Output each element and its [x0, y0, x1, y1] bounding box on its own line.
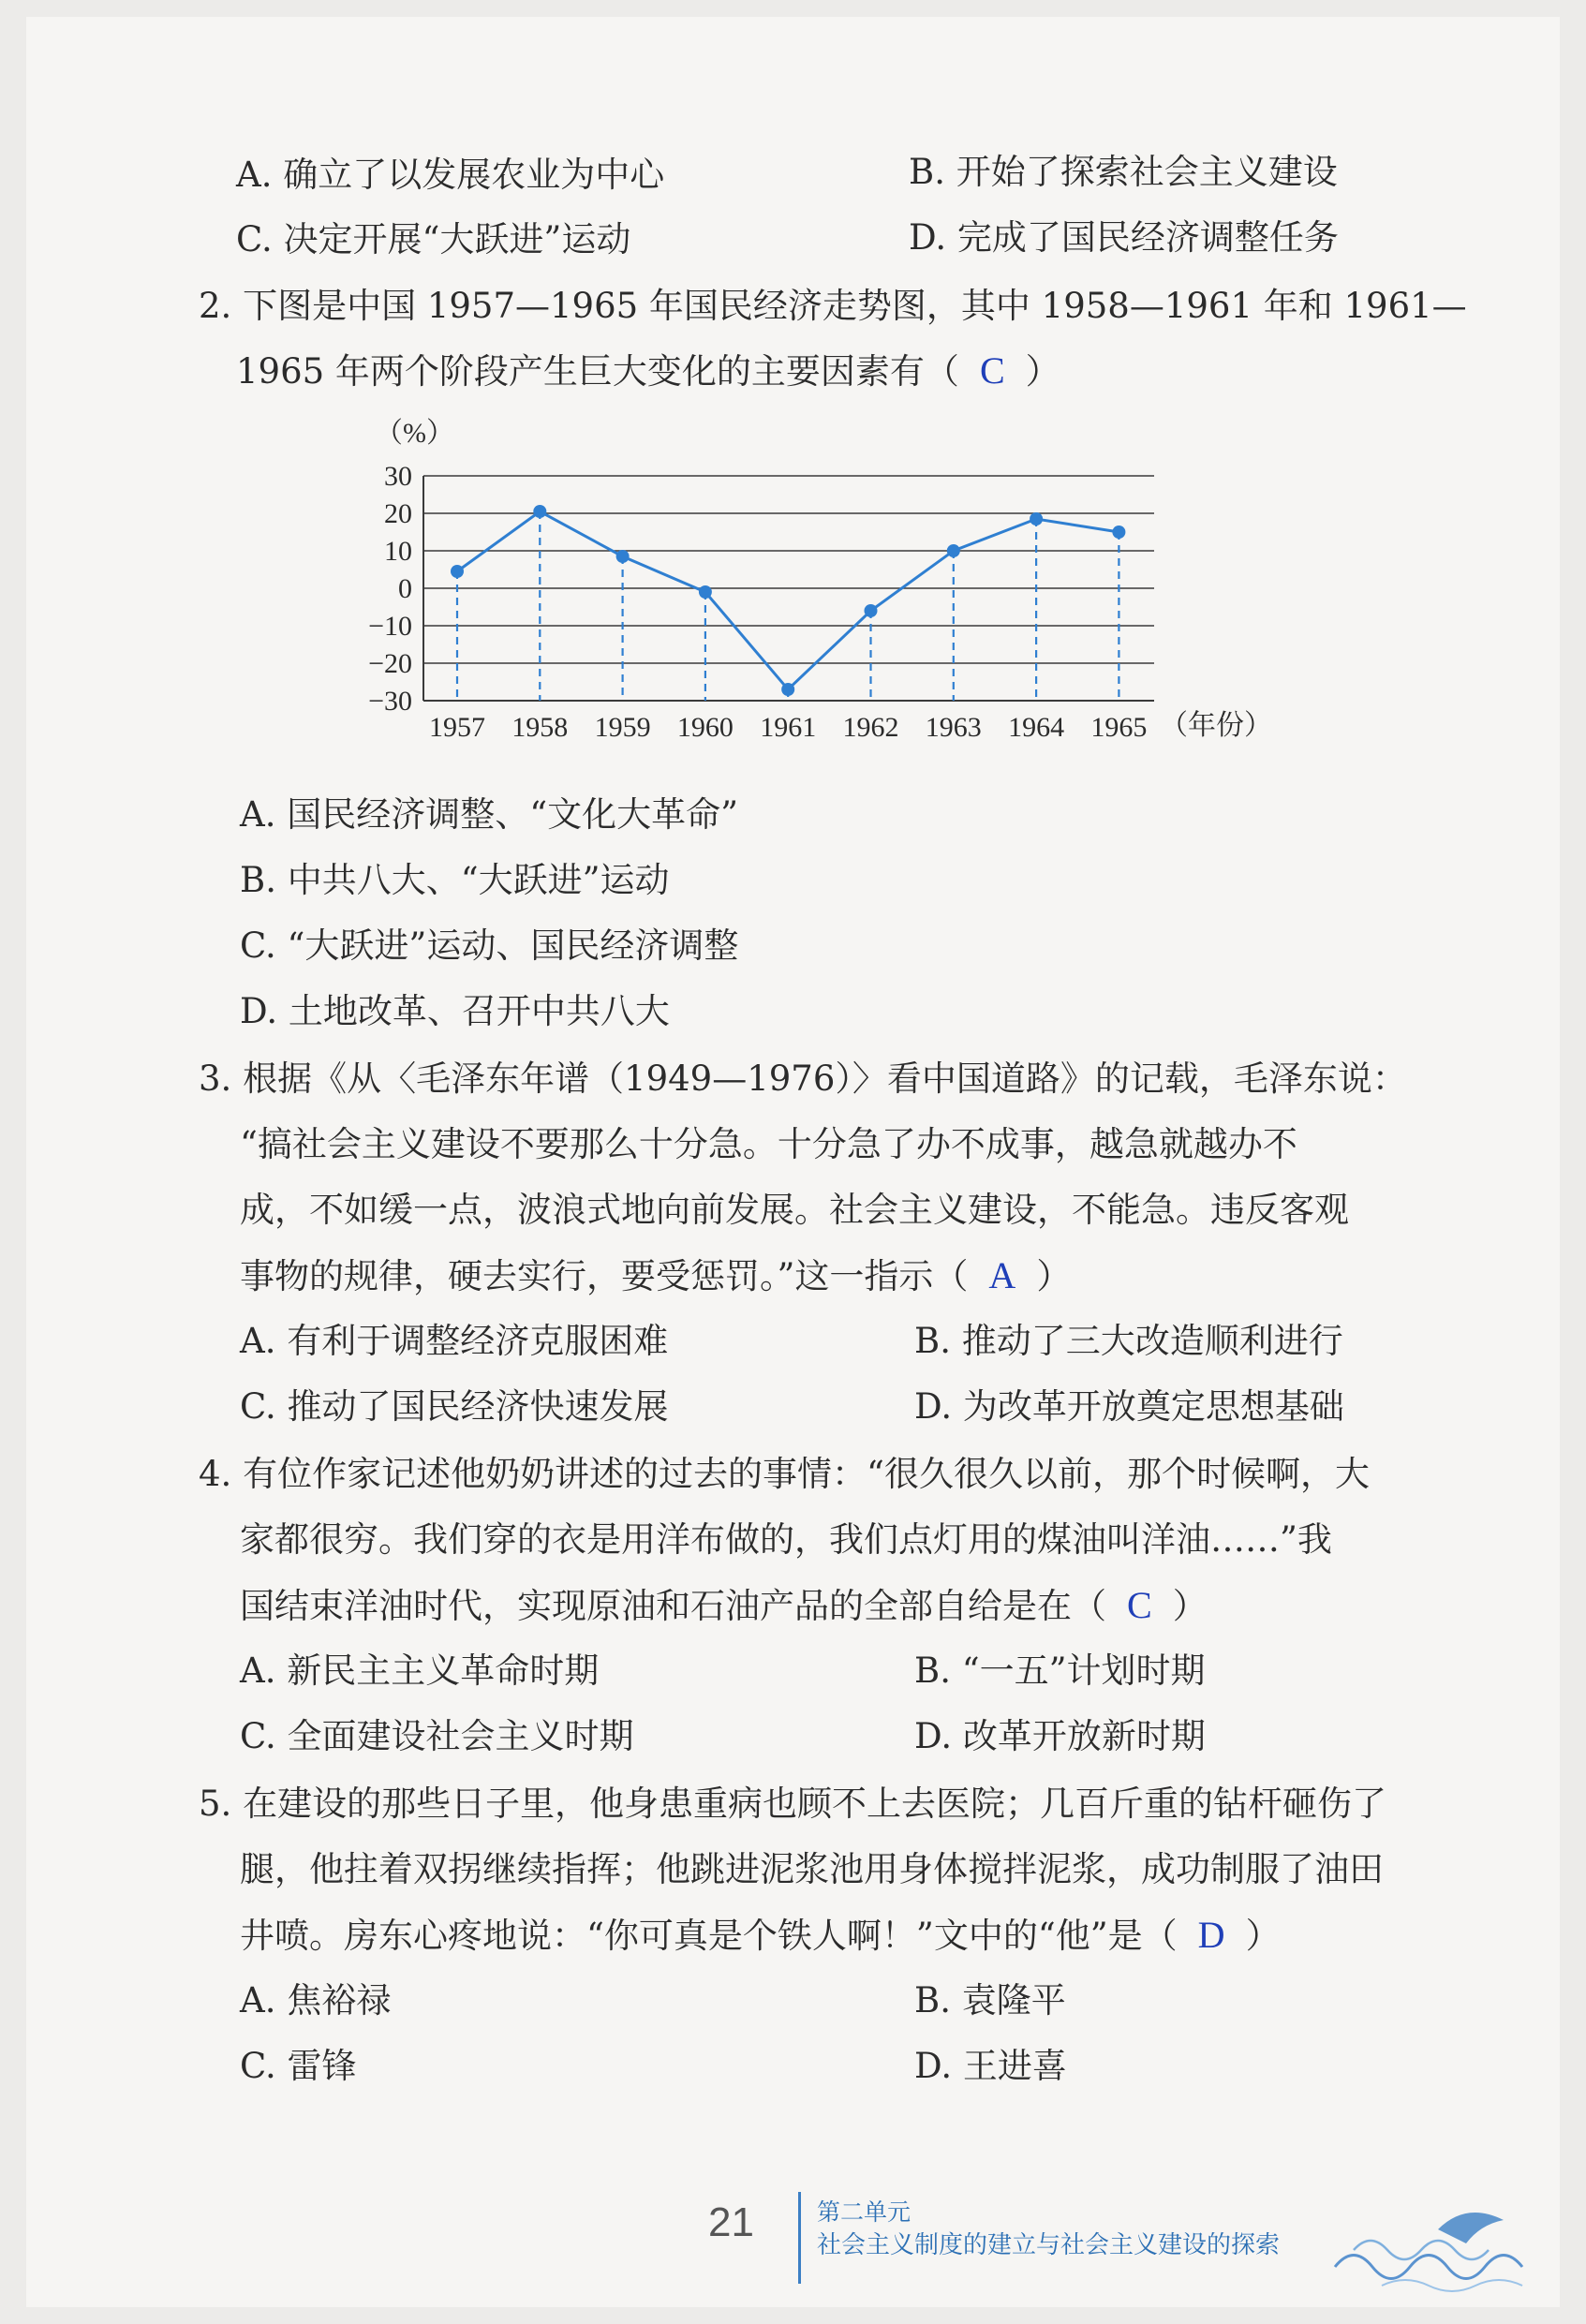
data-point [451, 565, 464, 578]
q3-line3: 成，不如缓一点，波浪式地向前发展。社会主义建设，不能急。违反客观 [240, 1190, 1349, 1230]
q2-option-a: A. 国民经济调整、“文化大革命” [240, 794, 739, 835]
data-point [1030, 512, 1043, 525]
q2-stem-line2 [236, 350, 1060, 392]
data-point [616, 550, 630, 563]
data-point [865, 604, 878, 617]
y-tick-label: 0 [398, 573, 412, 604]
q4-close: ） [1172, 1586, 1208, 1626]
y-tick-label: 30 [384, 461, 412, 492]
data-point [947, 544, 960, 557]
q2-option-d: D. 土地改革、召开中共八大 [240, 991, 670, 1031]
q5-option-d: D. 王进喜 [914, 2046, 1067, 2086]
data-point [1112, 525, 1125, 539]
page-number: 21 [708, 2199, 754, 2245]
q1-option-a: A. 确立了以发展农业为中心 [236, 155, 665, 195]
data-point [699, 585, 712, 599]
q5-answer: D [1197, 1914, 1225, 1956]
q2-stem-text: 1965 年两个阶段产生巨大变化的主要因素有（ [236, 351, 959, 392]
x-tick-label: 1957 [429, 712, 485, 743]
x-tick-label: 1964 [1008, 712, 1065, 743]
chart-svg [319, 412, 1312, 759]
data-point [781, 683, 794, 696]
y-tick-label: 20 [384, 498, 412, 529]
q3-answer: A [988, 1254, 1016, 1296]
q4-option-c: C. 全面建设社会主义时期 [240, 1716, 634, 1756]
q3-line1: 3. 根据《从〈毛泽东年谱（1949—1976）〉看中国道路》的记载，毛泽东说： [199, 1058, 1407, 1099]
wave-decoration-icon [1326, 2192, 1560, 2295]
q4-answer: C [1127, 1584, 1152, 1626]
q3-close: ） [1036, 1256, 1072, 1296]
q4-line2: 家都很穷。我们穿的衣是用洋布做的，我们点灯用的煤油叫洋油……”我 [240, 1519, 1332, 1560]
q1-option-b: B. 开始了探索社会主义建设 [909, 152, 1338, 192]
q3-option-b: B. 推动了三大改造顺利进行 [914, 1321, 1343, 1361]
q5-line3-text: 井喷。房东心疼地说：“你可真是个铁人啊！”文中的“他”是（ [240, 1916, 1178, 1956]
q3-option-c: C. 推动了国民经济快速发展 [240, 1386, 669, 1427]
x-axis-label: （年份） [1160, 710, 1272, 741]
q3-line4-text: 事物的规律，硬去实行，要受惩罚。”这一指示（ [240, 1256, 969, 1296]
y-axis-label: （%） [375, 418, 454, 449]
footer-unit: 第二单元 [817, 2198, 912, 2226]
economy-line-chart [319, 412, 1312, 759]
q2-option-c: C. “大跃进”运动、国民经济调整 [240, 925, 739, 966]
y-tick-label: −20 [368, 648, 412, 679]
q5-option-c: C. 雷锋 [240, 2046, 357, 2086]
q4-line1: 4. 有位作家记述他奶奶讲述的过去的事情：“很久很久以前，那个时候啊，大 [199, 1454, 1370, 1494]
q4-option-b: B. “一五”计划时期 [914, 1650, 1206, 1691]
q4-line3-text: 国结束洋油时代，实现原油和石油产品的全部自给是在（ [240, 1586, 1106, 1626]
x-tick-label: 1963 [925, 712, 982, 743]
q2-answer: C [979, 349, 1005, 392]
q5-line1: 5. 在建设的那些日子里，他身患重病也顾不上去医院；几百斤重的钻杆砸伤了 [199, 1784, 1387, 1824]
q1-option-d: D. 完成了国民经济调整任务 [909, 217, 1339, 258]
q2-option-b: B. 中共八大、“大跃进”运动 [240, 860, 670, 900]
x-tick-label: 1965 [1090, 712, 1148, 743]
footer-divider [798, 2192, 801, 2284]
footer-subtitle: 社会主义制度的建立与社会主义建设的探索 [817, 2231, 1281, 2259]
q4-line3 [240, 1585, 1208, 1627]
q3-line4 [240, 1255, 1071, 1297]
x-tick-label: 1960 [676, 712, 734, 743]
q3-line2: “搞社会主义建设不要那么十分急。十分急了办不成事，越急就越办不 [240, 1124, 1297, 1164]
x-tick-label: 1962 [842, 712, 899, 743]
y-tick-label: −30 [368, 686, 412, 717]
q3-option-d: D. 为改革开放奠定思想基础 [914, 1386, 1344, 1427]
q5-option-b: B. 袁隆平 [914, 1980, 1066, 2021]
y-tick-label: −10 [368, 611, 412, 642]
q4-option-a: A. 新民主主义革命时期 [240, 1650, 600, 1691]
q1-option-c: C. 决定开展“大跃进”运动 [236, 219, 631, 259]
q5-line2: 腿，他拄着双拐继续指挥；他跳进泥浆池用身体搅拌泥浆，成功制服了油田 [240, 1849, 1384, 1889]
x-tick-label: 1961 [760, 712, 817, 743]
q5-close: ） [1245, 1916, 1281, 1956]
q5-line3 [240, 1915, 1281, 1957]
x-tick-label: 1959 [594, 712, 651, 743]
q4-option-d: D. 改革开放新时期 [914, 1716, 1206, 1756]
q2-close: ） [1025, 351, 1060, 392]
q5-option-a: A. 焦裕禄 [240, 1980, 392, 2021]
data-point [533, 505, 546, 518]
x-tick-label: 1958 [511, 712, 569, 743]
q3-option-a: A. 有利于调整经济克服困难 [240, 1321, 669, 1361]
q2-stem-line1: 2. 下图是中国 1957—1965 年国民经济走势图，其中 1958—1961 年和 1961— [199, 286, 1467, 326]
y-tick-label: 10 [384, 536, 412, 567]
